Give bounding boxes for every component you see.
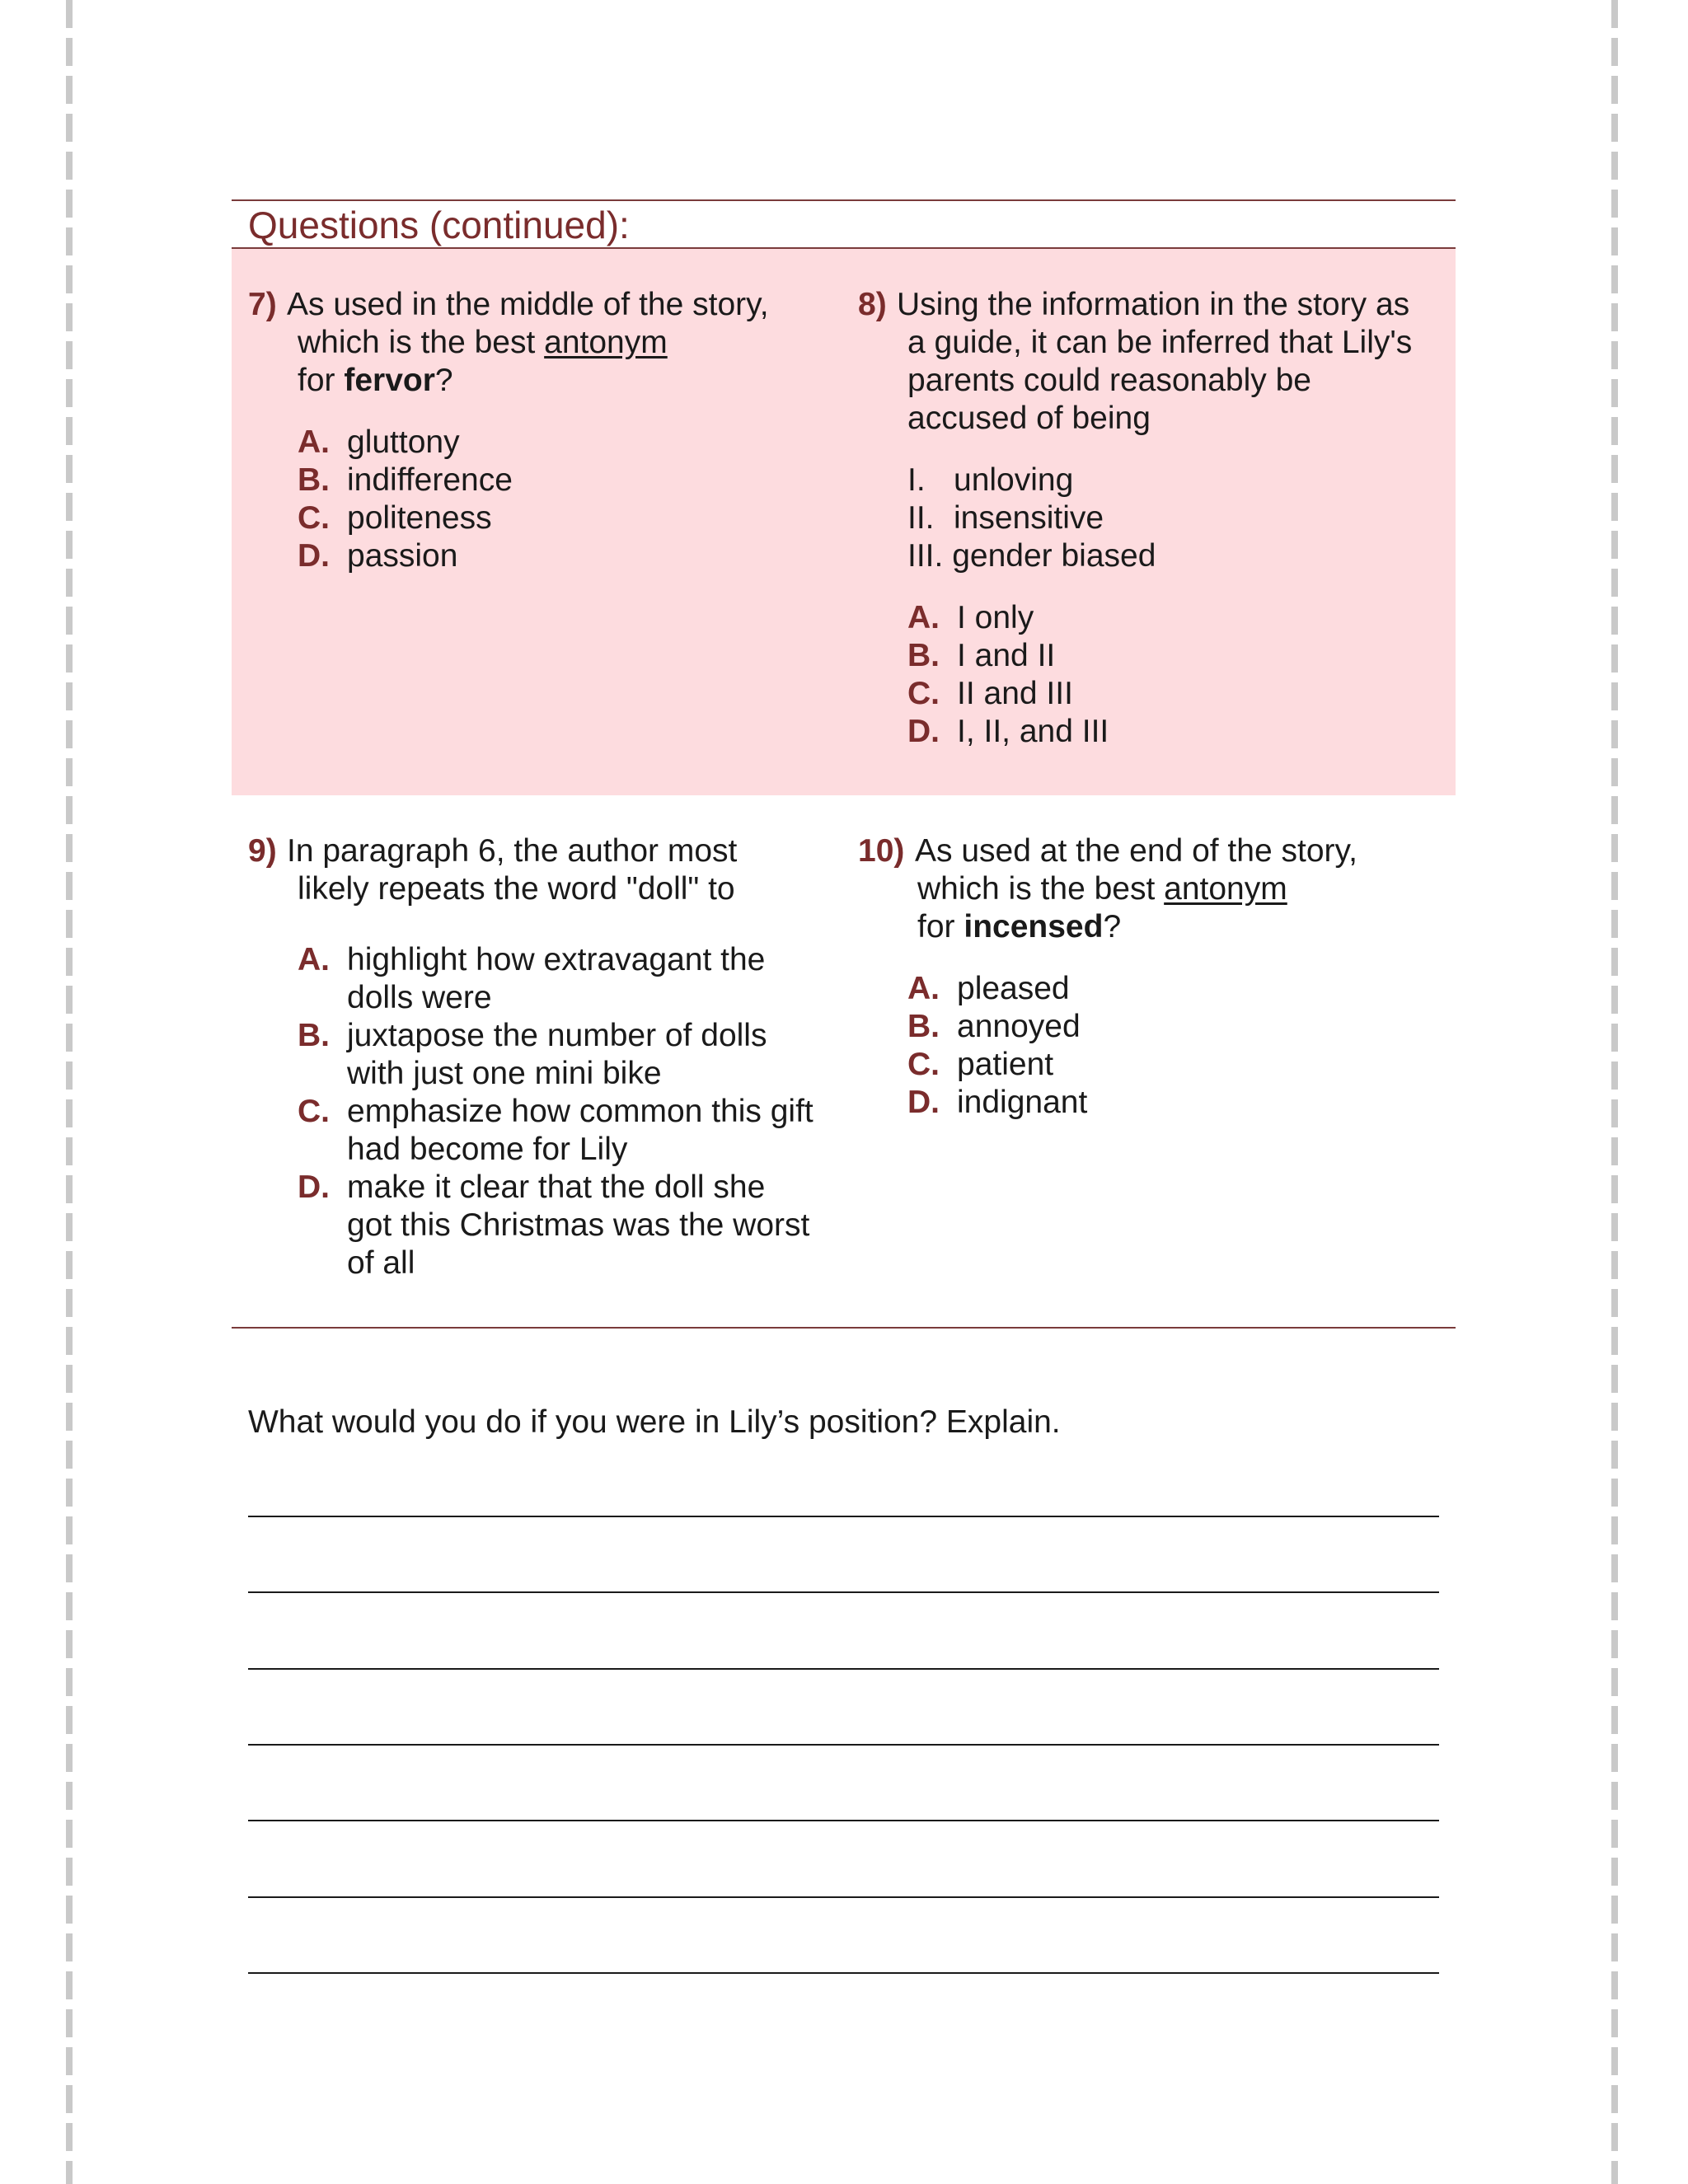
writing-line[interactable] — [248, 1516, 1439, 1517]
writing-line[interactable] — [248, 1591, 1439, 1593]
answer-option[interactable]: C. politeness — [298, 500, 492, 536]
answer-option[interactable]: B. annoyed — [907, 1009, 1081, 1044]
title-top-rule — [232, 199, 1456, 201]
question-text: a guide, it can be inferred that Lily's — [907, 325, 1413, 360]
section-title: Questions (continued): — [248, 204, 630, 246]
answer-option[interactable]: D. make it clear that the doll she got this Christmas was the worst of all — [298, 1169, 810, 1281]
question-text: In paragraph 6, the author most — [287, 833, 738, 869]
answer-option[interactable]: D. I, II, and III — [907, 714, 1109, 749]
question-text: for fervor? — [298, 363, 453, 398]
answer-option[interactable]: A. pleased — [907, 971, 1070, 1006]
question-text: parents could reasonably be — [907, 363, 1311, 398]
answer-option[interactable]: A. gluttony — [298, 424, 460, 460]
answer-options — [298, 941, 842, 1282]
answer-option[interactable]: A. I only — [907, 600, 1034, 635]
answer-options — [298, 424, 825, 575]
answer-option[interactable]: D. indignant — [907, 1085, 1088, 1120]
question-number: 8) — [858, 287, 887, 322]
roman-statements — [907, 462, 1451, 575]
question-7 — [248, 286, 825, 575]
question-7-stem — [248, 286, 825, 400]
writing-line[interactable] — [248, 1820, 1439, 1821]
answer-options — [907, 970, 1451, 1122]
question-8-stem — [858, 286, 1451, 438]
answer-option[interactable]: B. I and II — [907, 638, 1056, 673]
answer-options — [907, 599, 1451, 751]
question-text: likely repeats the word "doll" to — [298, 871, 735, 907]
question-text: Using the information in the story as — [897, 287, 1410, 322]
writing-line[interactable] — [248, 1896, 1439, 1898]
question-10 — [858, 832, 1451, 1122]
question-8 — [858, 286, 1451, 751]
roman-statement: II. insensitive — [907, 500, 1104, 536]
question-text: which is the best antonym — [917, 871, 1287, 907]
writing-line[interactable] — [248, 1972, 1439, 1974]
question-10-stem — [858, 832, 1451, 946]
writing-line[interactable] — [248, 1744, 1439, 1746]
question-number: 10) — [858, 833, 905, 869]
answer-option[interactable]: A. highlight how extravagant the dolls were — [298, 942, 766, 1015]
question-9-stem — [248, 832, 842, 908]
section-divider — [232, 1327, 1456, 1329]
roman-statement: I. unloving — [907, 462, 1074, 498]
answer-option[interactable]: C. emphasize how common this gift had become for Lily — [298, 1094, 814, 1167]
question-number: 9) — [248, 833, 277, 869]
question-text: As used at the end of the story, — [915, 833, 1357, 869]
question-text: for incensed? — [917, 909, 1122, 944]
right-page-border — [1611, 0, 1618, 2184]
question-text: which is the best antonym — [298, 325, 668, 360]
roman-statement: III. gender biased — [907, 538, 1156, 574]
question-text: accused of being — [907, 401, 1151, 436]
answer-option[interactable]: D. passion — [298, 538, 458, 574]
question-number: 7) — [248, 287, 277, 322]
answer-option[interactable]: C. patient — [907, 1047, 1054, 1082]
left-page-border — [66, 0, 73, 2184]
answer-option[interactable]: C. II and III — [907, 676, 1073, 711]
answer-option[interactable]: B. juxtapose the number of dolls with just one mini bike — [298, 1018, 767, 1091]
question-9 — [248, 832, 842, 1282]
writing-line[interactable] — [248, 1668, 1439, 1670]
question-text: As used in the middle of the story, — [287, 287, 769, 322]
answer-option[interactable]: B. indifference — [298, 462, 513, 498]
response-prompt: What would you do if you were in Lily’s position? Explain. — [248, 1404, 1061, 1440]
